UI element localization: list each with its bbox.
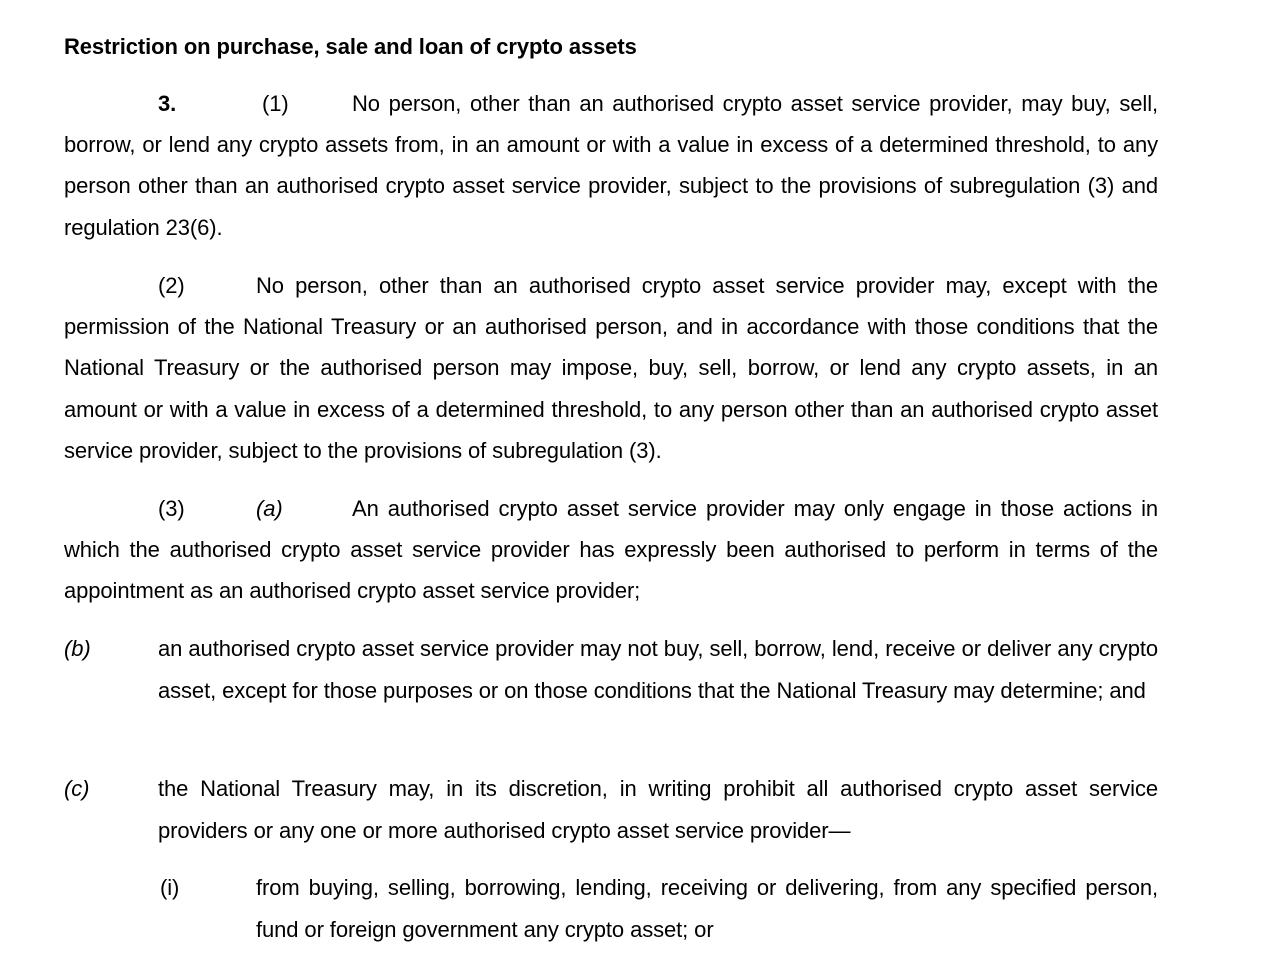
paragraph-b xyxy=(64,628,1158,711)
paragraph-a-text: An authorised crypto asset service provider may only engage in those actions in which the authorised crypto asset service provider has expressly been authorised to perform in terms of the appointment as an authorised crypto asset service provider; xyxy=(64,496,1158,604)
subregulation-2-label: (2) xyxy=(158,273,185,298)
section-number: 3. xyxy=(158,91,177,116)
subregulation-3a xyxy=(64,488,1158,612)
paragraph-c-label: (c) xyxy=(64,776,90,801)
paragraph-b-label: (b) xyxy=(64,636,91,661)
section-heading: Restriction on purchase, sale and loan of crypto assets xyxy=(64,34,637,59)
paragraph-c xyxy=(64,768,1158,851)
subregulation-1-text: No person, other than an authorised crypto asset service provider, may buy, sell, borrow, or lend any crypto assets from, in an amount or with a value in excess of a determined threshold, to any person other than an authorised crypto asset service provider, subject to the provisions of subregulation (3) and regulation 23(6). xyxy=(64,91,1158,240)
subregulation-1-label: (1) xyxy=(262,91,289,116)
subregulation-3-label: (3) xyxy=(158,496,185,521)
paragraph-c-text: the National Treasury may, in its discretion, in writing prohibit all authorised crypto asset service providers or any one or more authorised crypto asset service provider— xyxy=(158,776,1158,843)
subregulation-2-text: No person, other than an authorised crypto asset service provider may, except with the permission of the National Treasury or an authorised person, and in accordance with those conditions that the National Treasury or the authorised person may impose, buy, sell, borrow, or lend any crypto assets, in an amount or with a value in excess of a determined threshold, to any person other than an authorised crypto asset service provider, subject to the provisions of subregulation (3). xyxy=(64,273,1158,463)
item-i xyxy=(160,867,1158,950)
subregulation-2 xyxy=(64,265,1158,471)
paragraph-a-label: (a) xyxy=(256,496,283,521)
subregulation-1 xyxy=(64,83,1158,248)
paragraph-b-text: an authorised crypto asset service provider may not buy, sell, borrow, lend, receive or deliver any crypto asset, except for those purposes or on those conditions that the National Treasury may determine; and xyxy=(158,636,1158,703)
item-i-text: from buying, selling, borrowing, lending, receiving or delivering, from any specified person, fund or foreign government any crypto asset; or xyxy=(256,875,1158,942)
item-i-label: (i) xyxy=(160,875,180,900)
